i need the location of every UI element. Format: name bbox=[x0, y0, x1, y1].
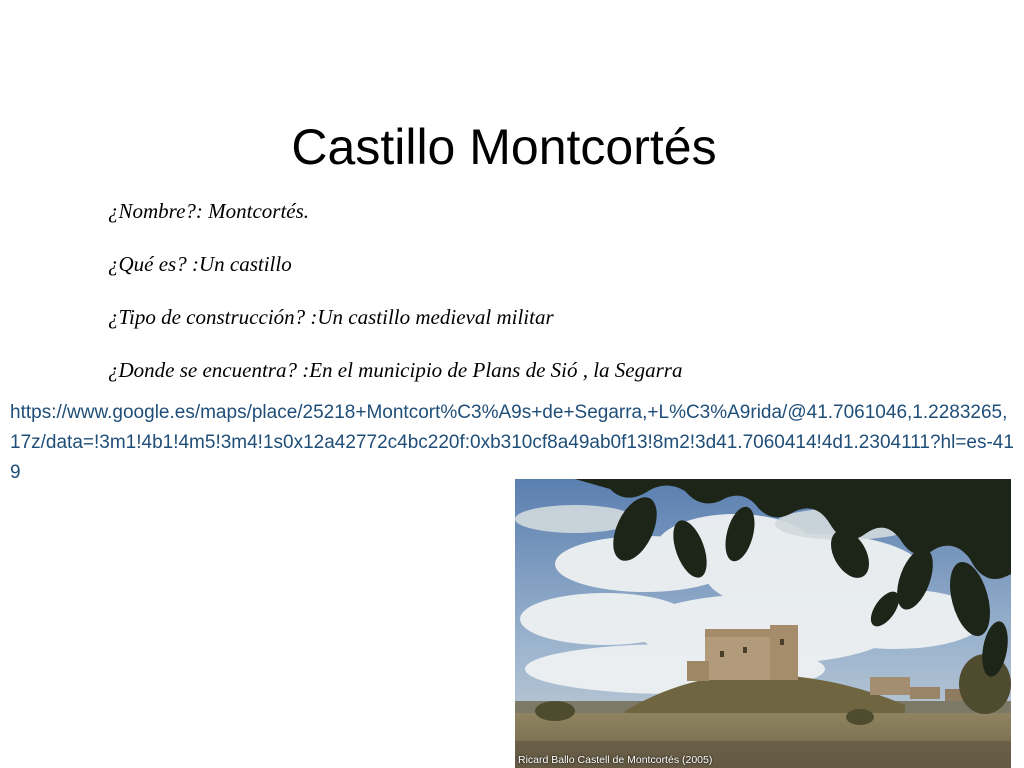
photo-credit: Ricard Ballo Castell de Montcortés (2005) bbox=[518, 754, 713, 766]
question-location: ¿Donde se encuentra? :En el municipio de Plans de Sió , la Segarra bbox=[108, 358, 683, 382]
slide-title: Castillo Montcortés bbox=[291, 119, 717, 175]
question-what: ¿Qué es? :Un castillo bbox=[108, 252, 292, 276]
castle-photo bbox=[515, 479, 1011, 768]
castle-photo-illustration bbox=[515, 479, 1011, 768]
question-construction-type: ¿Tipo de construcción? :Un castillo medieval militar bbox=[108, 305, 554, 329]
maps-link[interactable]: https://www.google.es/maps/place/25218+Montcort%C3%A9s+de+Segarra,+L%C3%A9rida/@41.7061046,1.2283265,17z/data=!3m1!4b1!4m5!3m4!1s0x12a42772c4bc220f:0xb310cf8a49ab0f13!8m2!3d41.7060414!4d1.2304111?hl=es-419 bbox=[10, 402, 1014, 483]
question-name: ¿Nombre?: Montcortés. bbox=[108, 199, 310, 223]
